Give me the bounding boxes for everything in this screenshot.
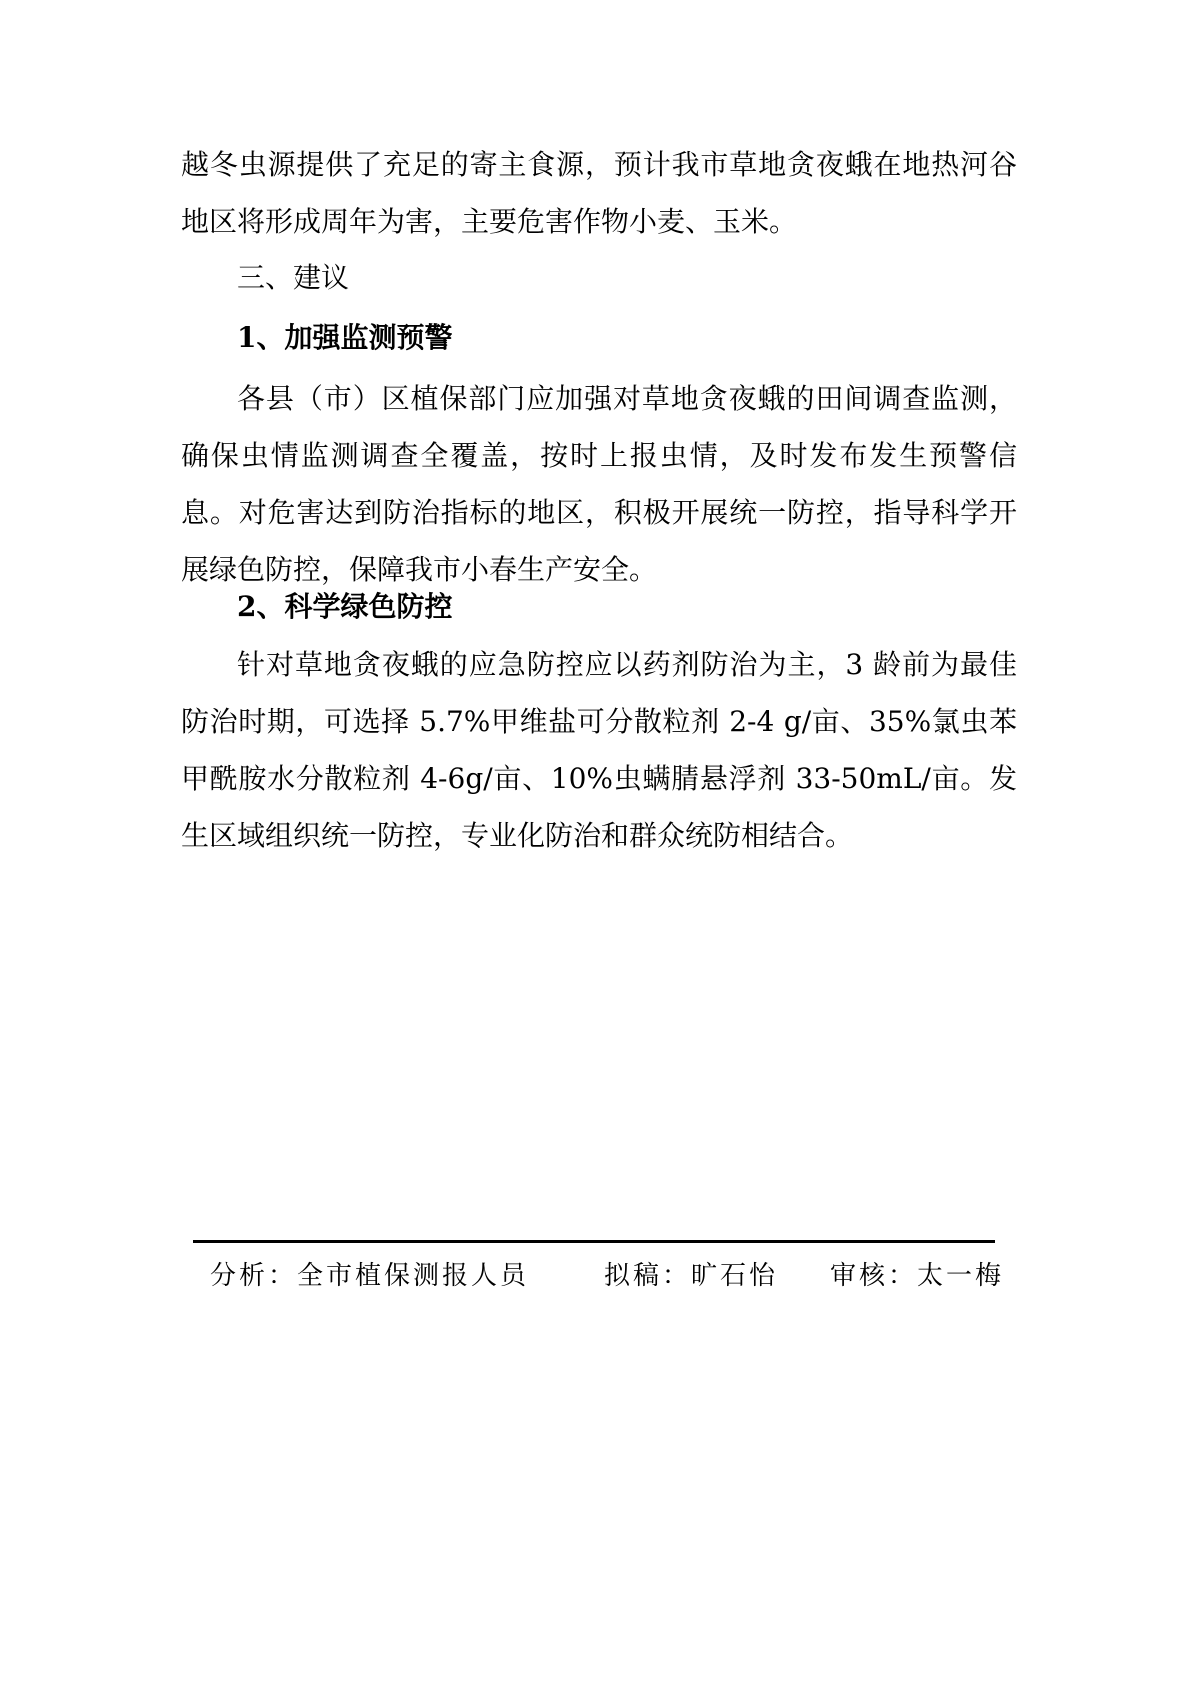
footer-review: 审核：太一梅: [830, 1261, 1005, 1291]
subsection-body-monitoring: 各县（市）区植保部门应加强对草地贪夜蛾的田间调查监测，确保虫情监测调查全覆盖，按时上报虫情，及时发布发生预警信息。对危害达到防治指标的地区，积极开展统一防控，指导科学开展绿色防控，保障我市小春生产安全。: [181, 382, 1017, 586]
footer-draft: 拟稿：旷石怡: [604, 1261, 779, 1291]
footer-analysis: 分析：全市植保测报人员: [210, 1261, 530, 1291]
continuation-paragraph: 越冬虫源提供了充足的寄主食源，预计我市草地贪夜蛾在地热河谷地区将形成周年为害，主要危害作物小麦、玉米。: [181, 148, 1017, 238]
footer-divider: [193, 1240, 995, 1243]
subsection-body-green-control: 针对草地贪夜蛾的应急防控应以药剂防治为主，3 龄前为最佳防治时期，可选择 5.7%甲维盐可分散粒剂 2-4 g/亩、35%氯虫苯甲酰胺水分散粒剂 4-6g/亩、10%虫螨腈悬浮剂 33-50mL/亩。发生区域组织统一防控，专业化防治和群众统防相结合。: [181, 648, 1017, 852]
subsection-heading-monitoring: 1、加强监测预警: [237, 321, 453, 354]
subsection-heading-green-control: 2、科学绿色防控: [237, 590, 453, 623]
section-heading-suggestions: 三、建议: [237, 261, 350, 294]
